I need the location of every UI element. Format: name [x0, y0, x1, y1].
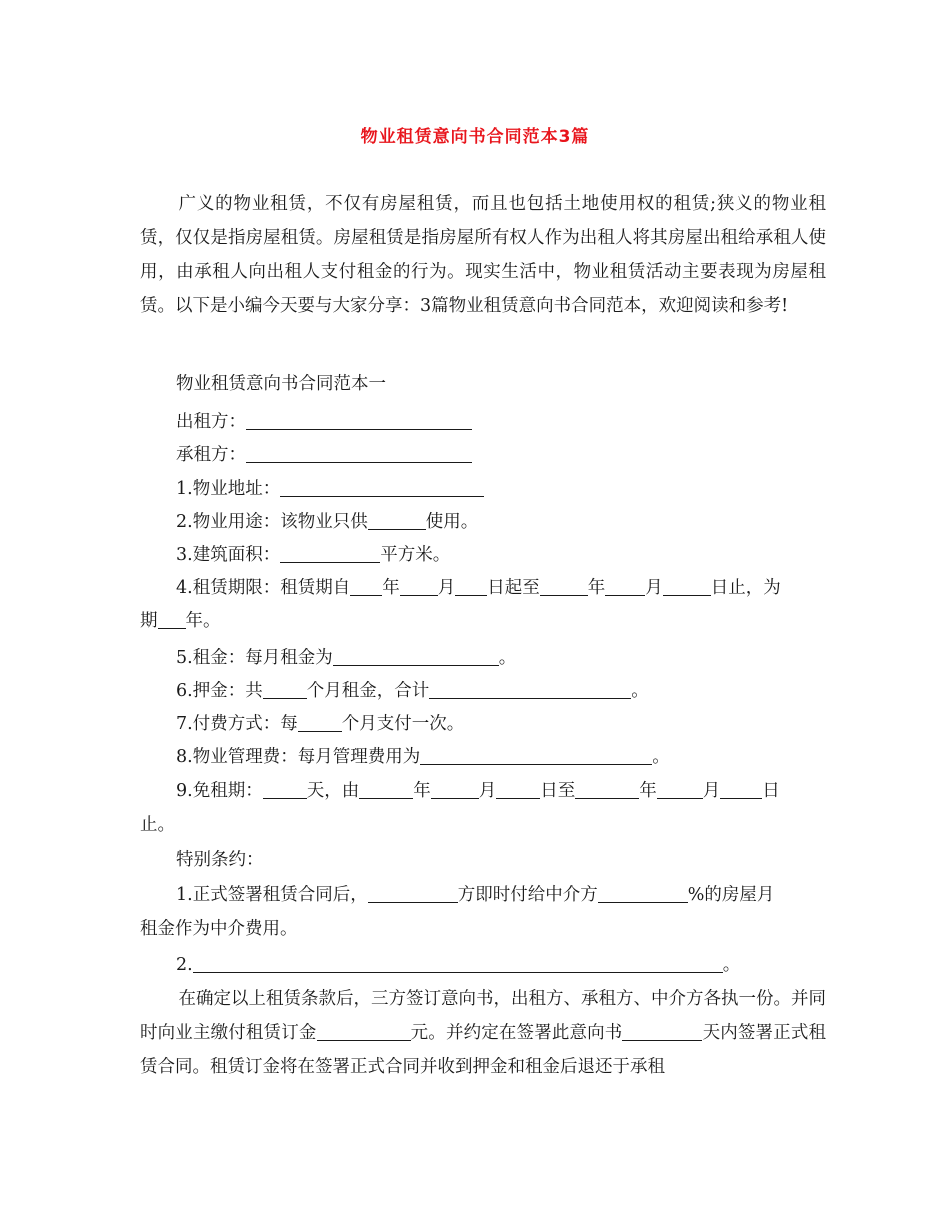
blank-field: [657, 780, 703, 799]
blank-field: [431, 780, 479, 799]
blank-field: [496, 780, 540, 799]
blank-field: [420, 746, 652, 765]
blank-field: [158, 610, 186, 629]
blank-field: [359, 780, 413, 799]
special-term-1: 1.正式签署租赁合同后， 方即时付给中介方 %的房屋月: [176, 885, 775, 905]
term-line: 4.租赁期限：租赁期自 年 月 日起至 年 月 日止，为: [176, 578, 781, 598]
address-line: 1.物业地址：: [176, 472, 484, 506]
rent-line: 5.租金：每月租金为 。: [176, 648, 517, 668]
special-term-2: 2. 。: [176, 955, 741, 975]
rent-free-line: 9.免租期： 天，由 年 月 日至 年 月 日: [176, 781, 780, 801]
blank-field: [622, 1022, 702, 1041]
deposit-line: 6.押金：共 个月租金，合计 。: [176, 681, 649, 701]
blank-field: [263, 680, 307, 699]
blank-field: [246, 444, 472, 463]
blank-field: [298, 713, 342, 732]
blank-field: [720, 780, 762, 799]
blank-field: [575, 780, 639, 799]
blank-field: [368, 884, 458, 903]
rent-free-line-cont: 止。: [140, 815, 175, 835]
blank-field: [429, 680, 631, 699]
blank-field: [350, 577, 382, 596]
blank-field: [540, 577, 588, 596]
blank-field: [317, 1022, 411, 1041]
area-line: 3.建筑面积： 平方米。: [176, 545, 451, 565]
blank-field: [400, 577, 438, 596]
special-term-1-cont: 租金作为中介费用。: [140, 919, 298, 939]
blank-field: [280, 544, 380, 563]
usage-line: 2.物业用途：该物业只供 使用。: [176, 512, 479, 532]
blank-field: [246, 411, 472, 430]
blank-field: [263, 780, 307, 799]
section-heading: 物业租赁意向书合同范本一: [176, 374, 386, 394]
blank-field: [280, 478, 484, 497]
blank-field: [598, 884, 688, 903]
blank-field: [368, 511, 426, 530]
blank-field: [663, 577, 711, 596]
term-line-cont: 期 年。: [140, 611, 221, 631]
blank-field: [333, 647, 499, 666]
intro-paragraph: 广义的物业租赁，不仅有房屋租赁，而且也包括土地使用权的租赁;狭义的物业租赁，仅仅是指房屋租赁。房屋租赁是指房屋所有权人作为出租人将其房屋出租给承租人使用，由承租人向出租人支付租金的行为。现实生活中，物业租赁活动主要表现为房屋租赁。以下是小编今天要与大家分享：3篇物业租赁意向书合同范本，欢迎阅读和参考!: [140, 194, 826, 316]
lessor-line: 出租方：: [176, 405, 472, 439]
payment-line: 7.付费方式：每 个月支付一次。: [176, 714, 465, 734]
document-title: 物业租赁意向书合同范本3篇: [360, 127, 590, 147]
special-terms-heading: 特别条约：: [176, 850, 264, 870]
management-fee-line: 8.物业管理费：每月管理费用为 。: [176, 747, 670, 767]
lessee-line: 承租方：: [176, 438, 472, 472]
blank-field: [455, 577, 487, 596]
blank-field: [605, 577, 645, 596]
blank-field: [193, 954, 723, 973]
closing-paragraph: 在确定以上租赁条款后，三方签订意向书，出租方、承租方、中介方各执一份。并同时向业主缴付租赁订金 元。并约定在签署此意向书 天内签署正式租赁合同。租赁订金将在签署正式合同并收到押金和租金后退还于承租: [140, 989, 827, 1077]
